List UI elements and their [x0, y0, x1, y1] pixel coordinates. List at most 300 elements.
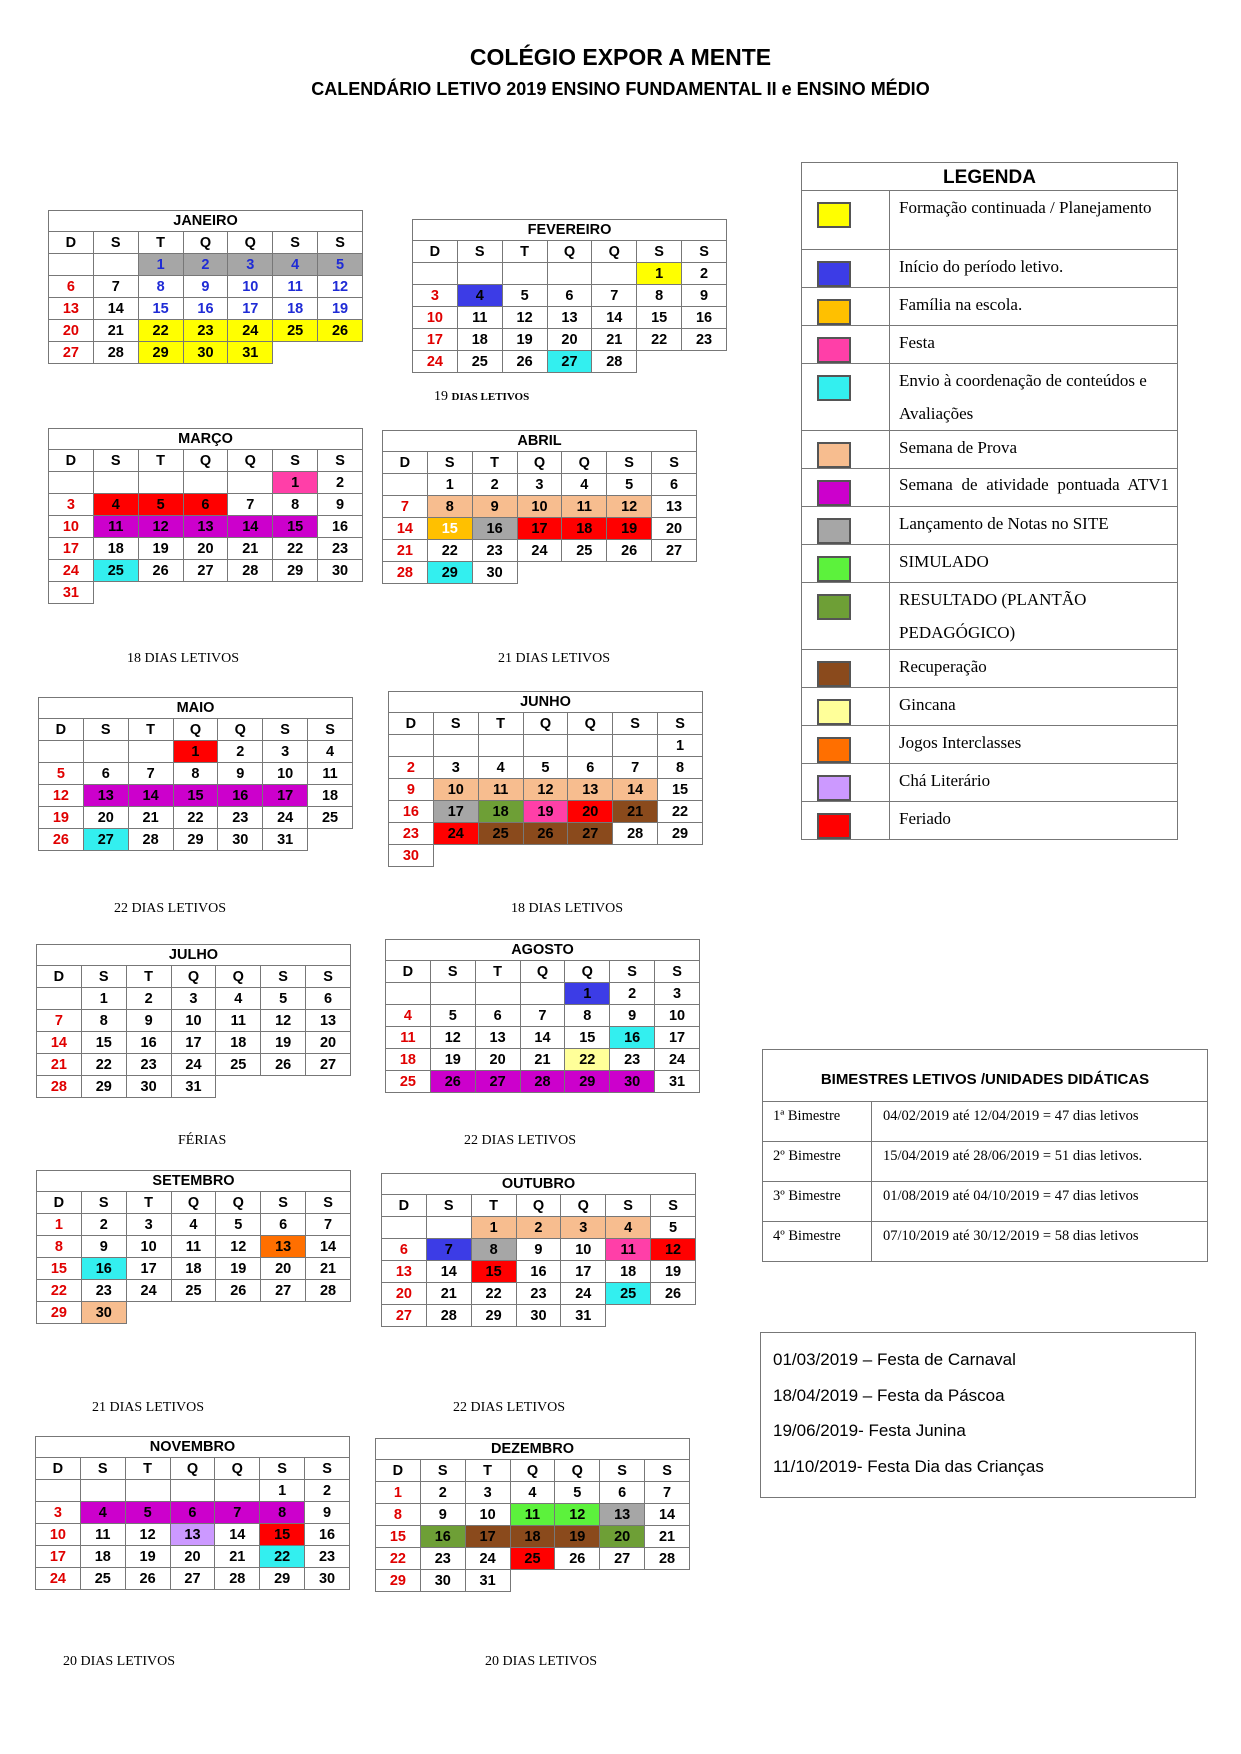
- day-cell: 20: [83, 807, 128, 829]
- day-cell: 4: [93, 494, 138, 516]
- day-cell: 13: [183, 516, 228, 538]
- empty-cell: [308, 829, 353, 851]
- day-cell: 21: [645, 1526, 690, 1548]
- day-cell: 10: [171, 1010, 216, 1032]
- empty-cell: [216, 1076, 261, 1098]
- letivos-label-fevereiro: 19 DIAS LETIVOS: [434, 389, 530, 404]
- day-cell: 22: [376, 1548, 421, 1570]
- day-cell: 16: [305, 1524, 350, 1546]
- weekday-header: S: [260, 1458, 305, 1480]
- day-cell: 17: [171, 1032, 216, 1054]
- day-cell: 23: [183, 320, 228, 342]
- day-cell: 25: [93, 560, 138, 582]
- day-cell: 17: [228, 298, 273, 320]
- weekday-header: S: [263, 719, 308, 741]
- weekday-header: D: [389, 713, 434, 735]
- day-cell: 17: [561, 1261, 606, 1283]
- empty-cell: [80, 1480, 125, 1502]
- day-cell: 12: [318, 276, 363, 298]
- weekday-header: T: [472, 452, 517, 474]
- day-cell: 23: [81, 1280, 126, 1302]
- empty-cell: [126, 1302, 171, 1324]
- empty-cell: [652, 562, 697, 584]
- month-name: MAIO: [39, 698, 353, 719]
- weekday-header: S: [682, 241, 727, 263]
- empty-cell: [83, 741, 128, 763]
- day-cell: 3: [126, 1214, 171, 1236]
- weekday-header: Q: [228, 232, 273, 254]
- day-cell: 13: [652, 496, 697, 518]
- day-cell: 30: [126, 1076, 171, 1098]
- day-cell: 18: [478, 801, 523, 823]
- day-cell: 19: [502, 329, 547, 351]
- day-cell: 21: [520, 1049, 565, 1071]
- day-cell: 18: [273, 298, 318, 320]
- letivos-label-maio: 22 DIAS LETIVOS: [114, 901, 226, 916]
- day-cell: 29: [565, 1071, 610, 1093]
- day-cell: 24: [517, 540, 562, 562]
- day-cell: 1: [37, 1214, 82, 1236]
- day-cell: 21: [93, 320, 138, 342]
- day-cell: 4: [386, 1005, 431, 1027]
- festa-item: 18/04/2019 – Festa da Páscoa: [773, 1385, 1005, 1405]
- empty-cell: [562, 562, 607, 584]
- day-cell: 26: [261, 1054, 306, 1076]
- empty-cell: [261, 1076, 306, 1098]
- weekday-header: Q: [517, 452, 562, 474]
- day-cell: 11: [457, 307, 502, 329]
- empty-cell: [93, 254, 138, 276]
- day-cell: 13: [475, 1027, 520, 1049]
- day-cell: 27: [568, 823, 613, 845]
- empty-cell: [600, 1570, 645, 1592]
- day-cell: 18: [510, 1526, 555, 1548]
- day-cell: 17: [655, 1027, 700, 1049]
- day-cell: 13: [568, 779, 613, 801]
- day-cell: 3: [413, 285, 458, 307]
- day-cell: 25: [216, 1054, 261, 1076]
- empty-cell: [93, 582, 138, 604]
- day-cell: 15: [260, 1524, 305, 1546]
- weekday-header: S: [606, 1195, 651, 1217]
- month-abril: [382, 430, 697, 584]
- month-dezembro: [375, 1438, 690, 1592]
- day-cell: 8: [376, 1504, 421, 1526]
- day-cell: 27: [652, 540, 697, 562]
- day-cell: 7: [426, 1239, 471, 1261]
- day-cell: 28: [93, 342, 138, 364]
- day-cell: 27: [306, 1054, 351, 1076]
- day-cell: 19: [523, 801, 568, 823]
- day-cell: 2: [183, 254, 228, 276]
- day-cell: 3: [655, 983, 700, 1005]
- day-cell: 9: [516, 1239, 561, 1261]
- day-cell: 28: [520, 1071, 565, 1093]
- day-cell: 14: [520, 1027, 565, 1049]
- day-cell: 23: [126, 1054, 171, 1076]
- day-cell: 9: [420, 1504, 465, 1526]
- day-cell: 28: [426, 1305, 471, 1327]
- legend-swatch: [817, 699, 851, 725]
- day-cell: 20: [600, 1526, 645, 1548]
- day-cell: 28: [215, 1568, 260, 1590]
- day-cell: 7: [306, 1214, 351, 1236]
- legend-item-formacao: [802, 191, 1178, 250]
- day-cell: 7: [215, 1502, 260, 1524]
- day-cell: 22: [81, 1054, 126, 1076]
- festa-item: 11/10/2019- Festa Dia das Crianças: [773, 1456, 1044, 1476]
- weekday-header: Q: [510, 1460, 555, 1482]
- legend-item-inicio: [802, 250, 1178, 288]
- legend-label: Envio à coordenação de conteúdos e Avaliações: [890, 364, 1178, 431]
- day-cell: 21: [37, 1054, 82, 1076]
- day-cell: 6: [83, 763, 128, 785]
- weekday-header: S: [305, 1458, 350, 1480]
- bimestre-row: [763, 1222, 1208, 1262]
- day-cell: 26: [138, 560, 183, 582]
- day-cell: 19: [261, 1032, 306, 1054]
- weekday-header: S: [261, 1192, 306, 1214]
- day-cell: 20: [49, 320, 94, 342]
- legend-swatch-cell: [802, 288, 890, 326]
- legend-label: Jogos Interclasses: [890, 726, 1178, 764]
- day-cell: 22: [138, 320, 183, 342]
- day-cell: 22: [273, 538, 318, 560]
- weekday-header: S: [610, 961, 655, 983]
- day-cell: 14: [426, 1261, 471, 1283]
- day-cell: 28: [306, 1280, 351, 1302]
- day-cell: 16: [682, 307, 727, 329]
- legend-swatch: [817, 775, 851, 801]
- day-cell: 11: [80, 1524, 125, 1546]
- day-cell: 28: [613, 823, 658, 845]
- day-cell: 7: [383, 496, 428, 518]
- day-cell: 21: [128, 807, 173, 829]
- day-cell: 4: [171, 1214, 216, 1236]
- day-cell: 8: [565, 1005, 610, 1027]
- day-cell: 24: [49, 560, 94, 582]
- day-cell: 23: [420, 1548, 465, 1570]
- month-name: MARÇO: [49, 429, 363, 450]
- day-cell: 17: [433, 801, 478, 823]
- day-cell: 25: [478, 823, 523, 845]
- day-cell: 12: [216, 1236, 261, 1258]
- bimestre-row: [763, 1182, 1208, 1222]
- day-cell: 27: [83, 829, 128, 851]
- day-cell: 2: [218, 741, 263, 763]
- day-cell: 29: [81, 1076, 126, 1098]
- legend-swatch: [817, 375, 851, 401]
- day-cell: 30: [420, 1570, 465, 1592]
- empty-cell: [39, 741, 84, 763]
- weekday-header: T: [138, 232, 183, 254]
- day-cell: 20: [547, 329, 592, 351]
- day-cell: 11: [606, 1239, 651, 1261]
- day-cell: 14: [306, 1236, 351, 1258]
- letivos-label-julho: FÉRIAS: [178, 1133, 227, 1148]
- weekday-header: D: [382, 1195, 427, 1217]
- day-cell: 12: [138, 516, 183, 538]
- day-cell: 2: [420, 1482, 465, 1504]
- month-marco: [48, 428, 363, 604]
- legend-swatch-cell: [802, 726, 890, 764]
- day-cell: 16: [183, 298, 228, 320]
- day-cell: 10: [228, 276, 273, 298]
- legend-label: Família na escola.: [890, 288, 1178, 326]
- day-cell: 6: [600, 1482, 645, 1504]
- day-cell: 15: [81, 1032, 126, 1054]
- day-cell: 26: [555, 1548, 600, 1570]
- day-cell: 19: [430, 1049, 475, 1071]
- day-cell: 14: [383, 518, 428, 540]
- day-cell: 4: [216, 988, 261, 1010]
- day-cell: 10: [126, 1236, 171, 1258]
- weekday-header: T: [502, 241, 547, 263]
- day-cell: 9: [183, 276, 228, 298]
- letivos-label-abril: 21 DIAS LETIVOS: [498, 651, 610, 666]
- legend-item-gincana: [802, 688, 1178, 726]
- day-cell: 10: [413, 307, 458, 329]
- day-cell: 3: [36, 1502, 81, 1524]
- legend-swatch: [817, 299, 851, 325]
- day-cell: 23: [682, 329, 727, 351]
- day-cell: 18: [457, 329, 502, 351]
- day-cell: 21: [613, 801, 658, 823]
- weekday-header: Q: [565, 961, 610, 983]
- letivos-label-setembro: 21 DIAS LETIVOS: [92, 1400, 204, 1415]
- day-cell: 30: [472, 562, 517, 584]
- weekday-header: D: [383, 452, 428, 474]
- day-cell: 16: [126, 1032, 171, 1054]
- month-julho: [36, 944, 351, 1098]
- bimestre-row: [763, 1142, 1208, 1182]
- bimestres-title: BIMESTRES LETIVOS /UNIDADES DIDÁTICAS: [763, 1050, 1208, 1102]
- day-cell: 14: [37, 1032, 82, 1054]
- empty-cell: [306, 1302, 351, 1324]
- empty-cell: [433, 735, 478, 757]
- day-cell: 22: [637, 329, 682, 351]
- legend-item-envio: [802, 364, 1178, 431]
- empty-cell: [613, 845, 658, 867]
- empty-cell: [426, 1217, 471, 1239]
- bimestre-label: 3º Bimestre: [763, 1182, 872, 1222]
- day-cell: 19: [651, 1261, 696, 1283]
- legend-swatch: [817, 594, 851, 620]
- day-cell: 31: [49, 582, 94, 604]
- month-name: AGOSTO: [386, 940, 700, 961]
- day-cell: 10: [561, 1239, 606, 1261]
- day-cell: 4: [478, 757, 523, 779]
- weekday-header: S: [306, 966, 351, 988]
- month-agosto: [385, 939, 700, 1093]
- day-cell: 6: [49, 276, 94, 298]
- weekday-header: Q: [555, 1460, 600, 1482]
- day-cell: 10: [263, 763, 308, 785]
- day-cell: 27: [600, 1548, 645, 1570]
- weekday-header: T: [128, 719, 173, 741]
- legend-label: Semana de atividade pontuada ATV1: [890, 469, 1178, 507]
- day-cell: 9: [305, 1502, 350, 1524]
- weekday-header: Q: [228, 450, 273, 472]
- empty-cell: [502, 263, 547, 285]
- day-cell: 15: [471, 1261, 516, 1283]
- day-cell: 3: [49, 494, 94, 516]
- weekday-header: S: [261, 966, 306, 988]
- day-cell: 26: [523, 823, 568, 845]
- weekday-header: T: [465, 1460, 510, 1482]
- legend-swatch-cell: [802, 650, 890, 688]
- letivos-label-dezembro: 20 DIAS LETIVOS: [485, 1654, 597, 1669]
- empty-cell: [382, 1217, 427, 1239]
- empty-cell: [37, 988, 82, 1010]
- day-cell: 25: [606, 1283, 651, 1305]
- day-cell: 17: [36, 1546, 81, 1568]
- day-cell: 26: [651, 1283, 696, 1305]
- legend-item-cha: [802, 764, 1178, 802]
- day-cell: 16: [472, 518, 517, 540]
- day-cell: 20: [475, 1049, 520, 1071]
- empty-cell: [228, 582, 273, 604]
- day-cell: 26: [607, 540, 652, 562]
- day-cell: 5: [502, 285, 547, 307]
- empty-cell: [36, 1480, 81, 1502]
- legend-swatch-cell: [802, 802, 890, 840]
- empty-cell: [613, 735, 658, 757]
- day-cell: 20: [306, 1032, 351, 1054]
- day-cell: 24: [433, 823, 478, 845]
- day-cell: 6: [652, 474, 697, 496]
- day-cell: 27: [49, 342, 94, 364]
- day-cell: 15: [273, 516, 318, 538]
- day-cell: 18: [386, 1049, 431, 1071]
- month-name: OUTUBRO: [382, 1174, 696, 1195]
- empty-cell: [547, 263, 592, 285]
- day-cell: 28: [37, 1076, 82, 1098]
- day-cell: 25: [457, 351, 502, 373]
- day-cell: 27: [183, 560, 228, 582]
- day-cell: 2: [389, 757, 434, 779]
- day-cell: 22: [173, 807, 218, 829]
- legend-label: Festa: [890, 326, 1178, 364]
- weekday-header: Q: [520, 961, 565, 983]
- weekday-header: S: [93, 450, 138, 472]
- empty-cell: [215, 1480, 260, 1502]
- legend-label: Início do período letivo.: [890, 250, 1178, 288]
- weekday-header: D: [386, 961, 431, 983]
- day-cell: 25: [80, 1568, 125, 1590]
- day-cell: 12: [39, 785, 84, 807]
- legend-swatch: [817, 661, 851, 687]
- day-cell: 9: [126, 1010, 171, 1032]
- empty-cell: [49, 472, 94, 494]
- empty-cell: [125, 1480, 170, 1502]
- empty-cell: [93, 472, 138, 494]
- legend-label: Chá Literário: [890, 764, 1178, 802]
- weekday-header: D: [413, 241, 458, 263]
- day-cell: 21: [306, 1258, 351, 1280]
- day-cell: 15: [427, 518, 472, 540]
- day-cell: 21: [426, 1283, 471, 1305]
- day-cell: 16: [218, 785, 263, 807]
- day-cell: 29: [658, 823, 703, 845]
- weekday-header: S: [433, 713, 478, 735]
- day-cell: 3: [517, 474, 562, 496]
- day-cell: 5: [39, 763, 84, 785]
- empty-cell: [183, 582, 228, 604]
- empty-cell: [606, 1305, 651, 1327]
- day-cell: 1: [565, 983, 610, 1005]
- legend-item-notas: [802, 507, 1178, 545]
- weekday-header: S: [83, 719, 128, 741]
- day-cell: 10: [465, 1504, 510, 1526]
- day-cell: 26: [39, 829, 84, 851]
- empty-cell: [389, 735, 434, 757]
- day-cell: 22: [565, 1049, 610, 1071]
- legend-item-familia: [802, 288, 1178, 326]
- day-cell: 24: [655, 1049, 700, 1071]
- legend-swatch: [817, 518, 851, 544]
- weekday-header: Q: [216, 1192, 261, 1214]
- day-cell: 9: [318, 494, 363, 516]
- day-cell: 3: [465, 1482, 510, 1504]
- day-cell: 10: [655, 1005, 700, 1027]
- day-cell: 20: [170, 1546, 215, 1568]
- day-cell: 30: [81, 1302, 126, 1324]
- day-cell: 14: [228, 516, 273, 538]
- day-cell: 5: [318, 254, 363, 276]
- day-cell: 8: [658, 757, 703, 779]
- weekday-header: D: [49, 232, 94, 254]
- month-junho: [388, 691, 703, 867]
- day-cell: 30: [389, 845, 434, 867]
- day-cell: 19: [125, 1546, 170, 1568]
- empty-cell: [523, 845, 568, 867]
- legend-swatch: [817, 556, 851, 582]
- legend-item-feriado: [802, 802, 1178, 840]
- day-cell: 13: [261, 1236, 306, 1258]
- legend-label: SIMULADO: [890, 545, 1178, 583]
- legend-swatch-cell: [802, 469, 890, 507]
- day-cell: 4: [80, 1502, 125, 1524]
- weekday-header: Q: [183, 450, 228, 472]
- legend-swatch: [817, 480, 851, 506]
- bimestre-label: 2º Bimestre: [763, 1142, 872, 1182]
- legend-label: RESULTADO (PLANTÃO PEDAGÓGICO): [890, 583, 1178, 650]
- day-cell: 15: [173, 785, 218, 807]
- weekday-header: S: [306, 1192, 351, 1214]
- legend-item-resultado: [802, 583, 1178, 650]
- day-cell: 8: [427, 496, 472, 518]
- month-name: ABRIL: [383, 431, 697, 452]
- empty-cell: [510, 1570, 555, 1592]
- day-cell: 24: [36, 1568, 81, 1590]
- weekday-header: Q: [170, 1458, 215, 1480]
- weekday-header: S: [273, 232, 318, 254]
- day-cell: 24: [228, 320, 273, 342]
- day-cell: 5: [138, 494, 183, 516]
- weekday-header: Q: [215, 1458, 260, 1480]
- day-cell: 22: [37, 1280, 82, 1302]
- legend-label: Gincana: [890, 688, 1178, 726]
- day-cell: 15: [376, 1526, 421, 1548]
- weekday-header: S: [427, 452, 472, 474]
- legend-label: Formação continuada / Planejamento: [890, 191, 1178, 250]
- day-cell: 15: [37, 1258, 82, 1280]
- day-cell: 9: [389, 779, 434, 801]
- day-cell: 25: [308, 807, 353, 829]
- day-cell: 11: [386, 1027, 431, 1049]
- weekday-header: Q: [171, 1192, 216, 1214]
